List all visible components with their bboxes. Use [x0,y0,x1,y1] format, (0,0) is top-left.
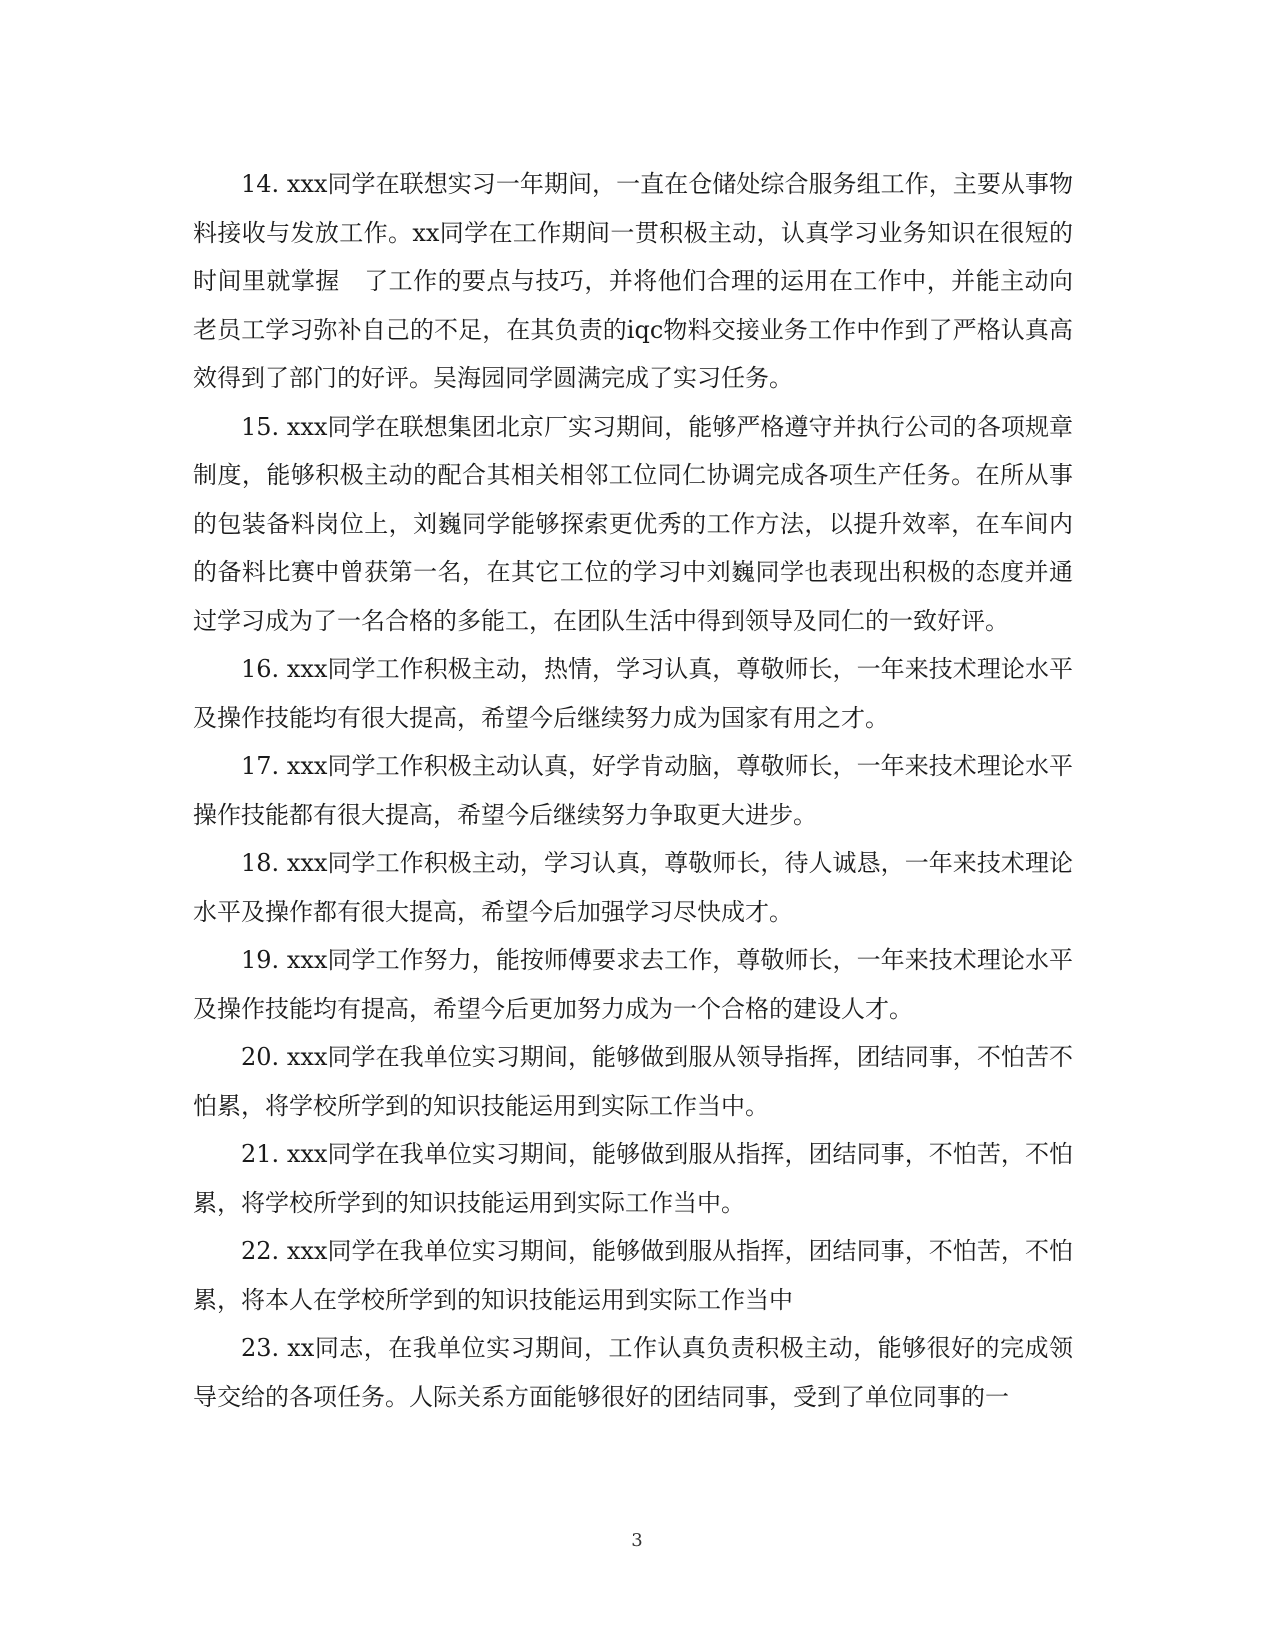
paragraph-22: 22. xxx同学在我单位实习期间，能够做到服从指挥，团结同事，不怕苦，不怕累，将本人在学校所学到的知识技能运用到实际工作当中 [193,1237,1073,1314]
paragraph-14: 14. xxx同学在联想实习一年期间，一直在仓储处综合服务组工作，主要从事物料接收与发放工作。xx同学在工作期间一贯积极主动，认真学习业务知识在很短的时间里就掌握 了工作的要点与技巧，并将他们合理的运用在工作中，并能主动向老员工学习弥补自己的不足，在其负责的iqc物料交接业务工作中作到了严格认真高效得到了部门的好评。吴海园同学圆满完成了实习任务。 [193,170,1073,392]
document-body [193,160,1073,1421]
paragraph-16: 16. xxx同学工作积极主动，热情，学习认真，尊敬师长，一年来技术理论水平及操作技能均有很大提高，希望今后继续努力成为国家有用之才。 [193,655,1073,732]
paragraph-19: 19. xxx同学工作努力，能按师傅要求去工作，尊敬师长，一年来技术理论水平及操作技能均有提高，希望今后更加努力成为一个合格的建设人才。 [193,946,1073,1023]
page-number: 3 [631,1530,643,1551]
paragraph-21: 21. xxx同学在我单位实习期间，能够做到服从指挥，团结同事，不怕苦，不怕累，将学校所学到的知识技能运用到实际工作当中。 [193,1140,1073,1217]
paragraph-18: 18. xxx同学工作积极主动，学习认真，尊敬师长，待人诚恳，一年来技术理论水平及操作都有很大提高，希望今后加强学习尽快成才。 [193,849,1073,926]
paragraph-20: 20. xxx同学在我单位实习期间，能够做到服从领导指挥，团结同事，不怕苦不怕累，将学校所学到的知识技能运用到实际工作当中。 [193,1043,1073,1120]
paragraph-17: 17. xxx同学工作积极主动认真，好学肯动脑，尊敬师长，一年来技术理论水平操作技能都有很大提高，希望今后继续努力争取更大进步。 [193,752,1073,829]
paragraph-23: 23. xx同志，在我单位实习期间，工作认真负责积极主动，能够很好的完成领导交给的各项任务。人际关系方面能够很好的团结同事，受到了单位同事的一 [193,1334,1073,1411]
paragraph-15: 15. xxx同学在联想集团北京厂实习期间，能够严格遵守并执行公司的各项规章制度，能够积极主动的配合其相关相邻工位同仁协调完成各项生产任务。在所从事的包装备料岗位上，刘巍同学能够探索更优秀的工作方法，以提升效率，在车间内的备料比赛中曾获第一名，在其它工位的学习中刘巍同学也表现出积极的态度并通过学习成为了一名合格的多能工，在团队生活中得到领导及同仁的一致好评。 [193,412,1073,635]
